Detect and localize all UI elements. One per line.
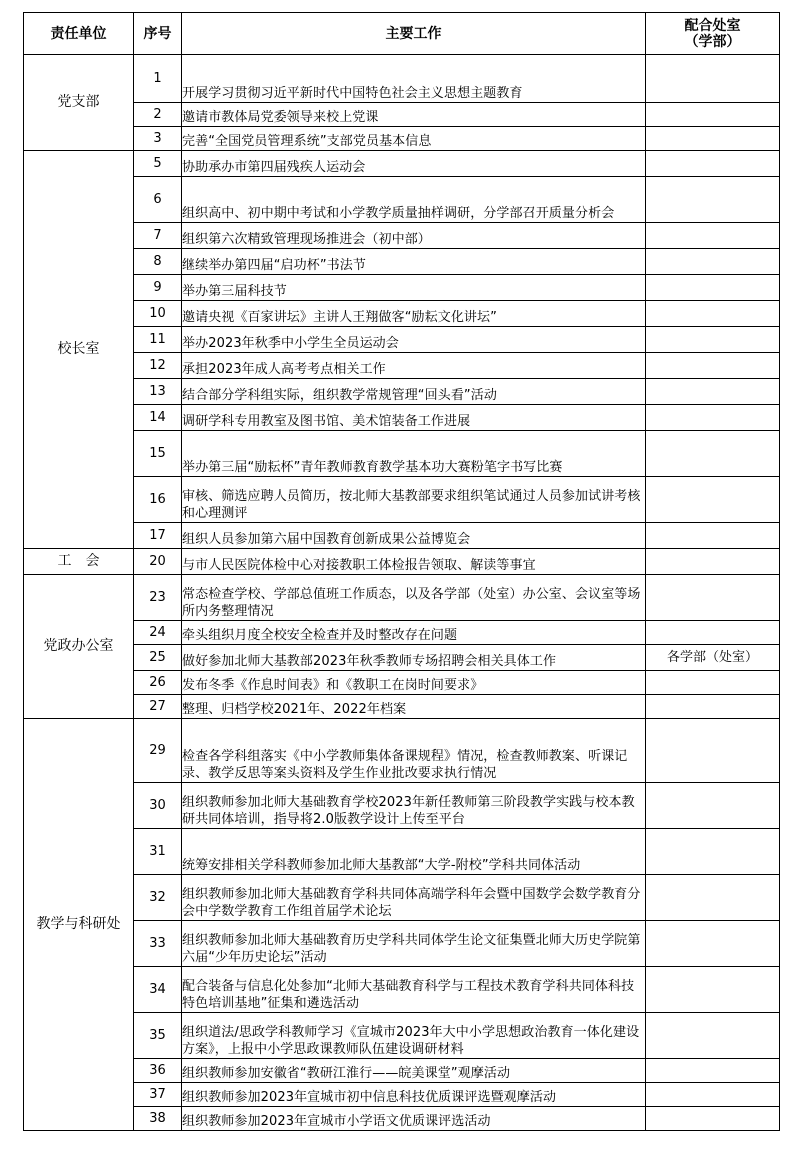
header-unit: 责任单位 [24, 13, 134, 55]
coop-dept [646, 875, 780, 921]
coop-dept [646, 719, 780, 783]
row-number: 36 [134, 1059, 182, 1083]
table-row [24, 275, 780, 301]
coop-dept [646, 127, 780, 151]
header-no: 序号 [134, 13, 182, 55]
table-row [24, 379, 780, 405]
work-item: 举办第三届科技节 [182, 275, 646, 301]
table-row [24, 249, 780, 275]
row-number: 14 [134, 405, 182, 431]
row-number: 29 [134, 719, 182, 783]
table-row [24, 405, 780, 431]
unit-cell: 校长室 [24, 151, 134, 549]
coop-dept [646, 275, 780, 301]
row-number: 6 [134, 177, 182, 223]
table-row [24, 1107, 780, 1131]
table-row [24, 327, 780, 353]
work-item: 邀请央视《百家讲坛》主讲人王翔做客“励耘文化讲坛” [182, 301, 646, 327]
row-number: 38 [134, 1107, 182, 1131]
row-number: 24 [134, 621, 182, 645]
work-item: 结合部分学科组实际，组织教学常规管理“回头看”活动 [182, 379, 646, 405]
work-item: 做好参加北师大基教部2023年秋季教师专场招聘会相关具体工作 [182, 645, 646, 671]
table-row [24, 353, 780, 379]
work-item: 开展学习贯彻习近平新时代中国特色社会主义思想主题教育 [182, 55, 646, 103]
table-row [24, 575, 780, 621]
table-row [24, 921, 780, 967]
coop-dept [646, 177, 780, 223]
work-item: 整理、归档学校2021年、2022年档案 [182, 695, 646, 719]
coop-dept [646, 967, 780, 1013]
coop-dept [646, 671, 780, 695]
work-item: 组织人员参加第六届中国教育创新成果公益博览会 [182, 523, 646, 549]
coop-dept [646, 829, 780, 875]
work-item: 牵头组织月度全校安全检查并及时整改存在问题 [182, 621, 646, 645]
coop-dept [646, 327, 780, 353]
row-number: 11 [134, 327, 182, 353]
header-work: 主要工作 [182, 13, 646, 55]
coop-dept [646, 223, 780, 249]
row-number: 26 [134, 671, 182, 695]
coop-dept [646, 103, 780, 127]
row-number: 13 [134, 379, 182, 405]
row-number: 32 [134, 875, 182, 921]
header-coop-line1: 配合处室 [684, 17, 741, 34]
row-number: 8 [134, 249, 182, 275]
table-row [24, 523, 780, 549]
work-item: 组织教师参加安徽省“教研江淮行——皖美课堂”观摩活动 [182, 1059, 646, 1083]
row-number: 30 [134, 783, 182, 829]
work-item: 举办2023年秋季中小学生全员运动会 [182, 327, 646, 353]
work-item: 组织高中、初中期中考试和小学教学质量抽样调研，分学部召开质量分析会 [182, 177, 646, 223]
table-row [24, 223, 780, 249]
work-item: 邀请市教体局党委领导来校上党课 [182, 103, 646, 127]
work-item: 检查各学科组落实《中小学教师集体备课规程》情况，检查教师教案、听课记录、教学反思等案头资料及学生作业批改要求执行情况 [182, 719, 646, 783]
work-item: 配合装备与信息化处参加“北师大基础教育科学与工程技术教育学科共同体科技特色培训基地”征集和遴选活动 [182, 967, 646, 1013]
table-row [24, 177, 780, 223]
row-number: 34 [134, 967, 182, 1013]
unit-cell: 工 会 [24, 549, 134, 575]
row-number: 7 [134, 223, 182, 249]
coop-dept: 各学部（处室） [646, 645, 780, 671]
work-item: 组织第六次精致管理现场推进会（初中部） [182, 223, 646, 249]
row-number: 3 [134, 127, 182, 151]
coop-dept [646, 1059, 780, 1083]
table-row [24, 645, 780, 671]
row-number: 27 [134, 695, 182, 719]
work-item: 与市人民医院体检中心对接教职工体检报告领取、解读等事宜 [182, 549, 646, 575]
row-number: 10 [134, 301, 182, 327]
work-item: 组织道法/思政学科教师学习《宣城市2023年大中小学思想政治教育一体化建设方案》，上报中小学思政课教师队伍建设调研材料 [182, 1013, 646, 1059]
work-item: 组织教师参加北师大基础教育历史学科共同体学生论文征集暨北师大历史学院第六届“少年历史论坛”活动 [182, 921, 646, 967]
row-number: 2 [134, 103, 182, 127]
work-item: 组织教师参加2023年宣城市初中信息科技优质课评选暨观摩活动 [182, 1083, 646, 1107]
work-item: 组织教师参加北师大基础教育学校2023年新任教师第三阶段教学实践与校本教研共同体培训，指导将2.0版教学设计上传至平台 [182, 783, 646, 829]
row-number: 1 [134, 55, 182, 103]
work-item: 统筹安排相关学科教师参加北师大基教部“大学-附校”学科共同体活动 [182, 829, 646, 875]
header-coop [646, 13, 780, 55]
table-row [24, 127, 780, 151]
table-row [24, 477, 780, 523]
coop-dept [646, 379, 780, 405]
table-row [24, 719, 780, 783]
work-schedule-table [23, 12, 780, 1131]
unit-cell: 党支部 [24, 55, 134, 151]
coop-dept [646, 575, 780, 621]
table-row [24, 1059, 780, 1083]
row-number: 12 [134, 353, 182, 379]
work-item: 协助承办市第四届残疾人运动会 [182, 151, 646, 177]
row-number: 5 [134, 151, 182, 177]
work-item: 完善“全国党员管理系统”支部党员基本信息 [182, 127, 646, 151]
coop-dept [646, 249, 780, 275]
table-row [24, 103, 780, 127]
table-row [24, 1013, 780, 1059]
row-number: 15 [134, 431, 182, 477]
coop-dept [646, 1083, 780, 1107]
coop-dept [646, 621, 780, 645]
row-number: 9 [134, 275, 182, 301]
coop-dept [646, 55, 780, 103]
table-row [24, 621, 780, 645]
table-row [24, 875, 780, 921]
coop-dept [646, 301, 780, 327]
coop-dept [646, 1107, 780, 1131]
row-number: 20 [134, 549, 182, 575]
row-number: 25 [134, 645, 182, 671]
table-row [24, 151, 780, 177]
work-item: 承担2023年成人高考考点相关工作 [182, 353, 646, 379]
row-number: 23 [134, 575, 182, 621]
header-row [24, 13, 780, 55]
coop-dept [646, 431, 780, 477]
coop-dept [646, 523, 780, 549]
coop-dept [646, 151, 780, 177]
table-row [24, 301, 780, 327]
work-item: 常态检查学校、学部总值班工作质态，以及各学部（处室）办公室、会议室等场所内务整理情况 [182, 575, 646, 621]
coop-dept [646, 353, 780, 379]
work-item: 举办第三届“励耘杯”青年教师教育教学基本功大赛粉笔字书写比赛 [182, 431, 646, 477]
row-number: 16 [134, 477, 182, 523]
unit-cell: 教学与科研处 [24, 719, 134, 1131]
table-row [24, 695, 780, 719]
table-row [24, 1083, 780, 1107]
coop-dept [646, 921, 780, 967]
row-number: 33 [134, 921, 182, 967]
table-body [24, 55, 780, 1131]
row-number: 17 [134, 523, 182, 549]
work-item: 继续举办第四届“启功杯”书法节 [182, 249, 646, 275]
table-row [24, 783, 780, 829]
table-row [24, 671, 780, 695]
coop-dept [646, 1013, 780, 1059]
table-row [24, 549, 780, 575]
table-row [24, 431, 780, 477]
header-coop-line2: （学部） [684, 33, 741, 50]
coop-dept [646, 405, 780, 431]
row-number: 31 [134, 829, 182, 875]
table-row [24, 829, 780, 875]
row-number: 37 [134, 1083, 182, 1107]
table-row [24, 55, 780, 103]
coop-dept [646, 783, 780, 829]
table-row [24, 967, 780, 1013]
work-item: 审核、筛选应聘人员简历，按北师大基教部要求组织笔试通过人员参加试讲考核和心理测评 [182, 477, 646, 523]
coop-dept [646, 477, 780, 523]
work-item: 发布冬季《作息时间表》和《教职工在岗时间要求》 [182, 671, 646, 695]
work-item: 组织教师参加2023年宣城市小学语文优质课评选活动 [182, 1107, 646, 1131]
work-item: 组织教师参加北师大基础教育学科共同体高端学科年会暨中国数学会数学教育分会中学数学教育工作组首届学术论坛 [182, 875, 646, 921]
work-item: 调研学科专用教室及图书馆、美术馆装备工作进展 [182, 405, 646, 431]
row-number: 35 [134, 1013, 182, 1059]
unit-cell: 党政办公室 [24, 575, 134, 719]
coop-dept [646, 695, 780, 719]
coop-dept [646, 549, 780, 575]
